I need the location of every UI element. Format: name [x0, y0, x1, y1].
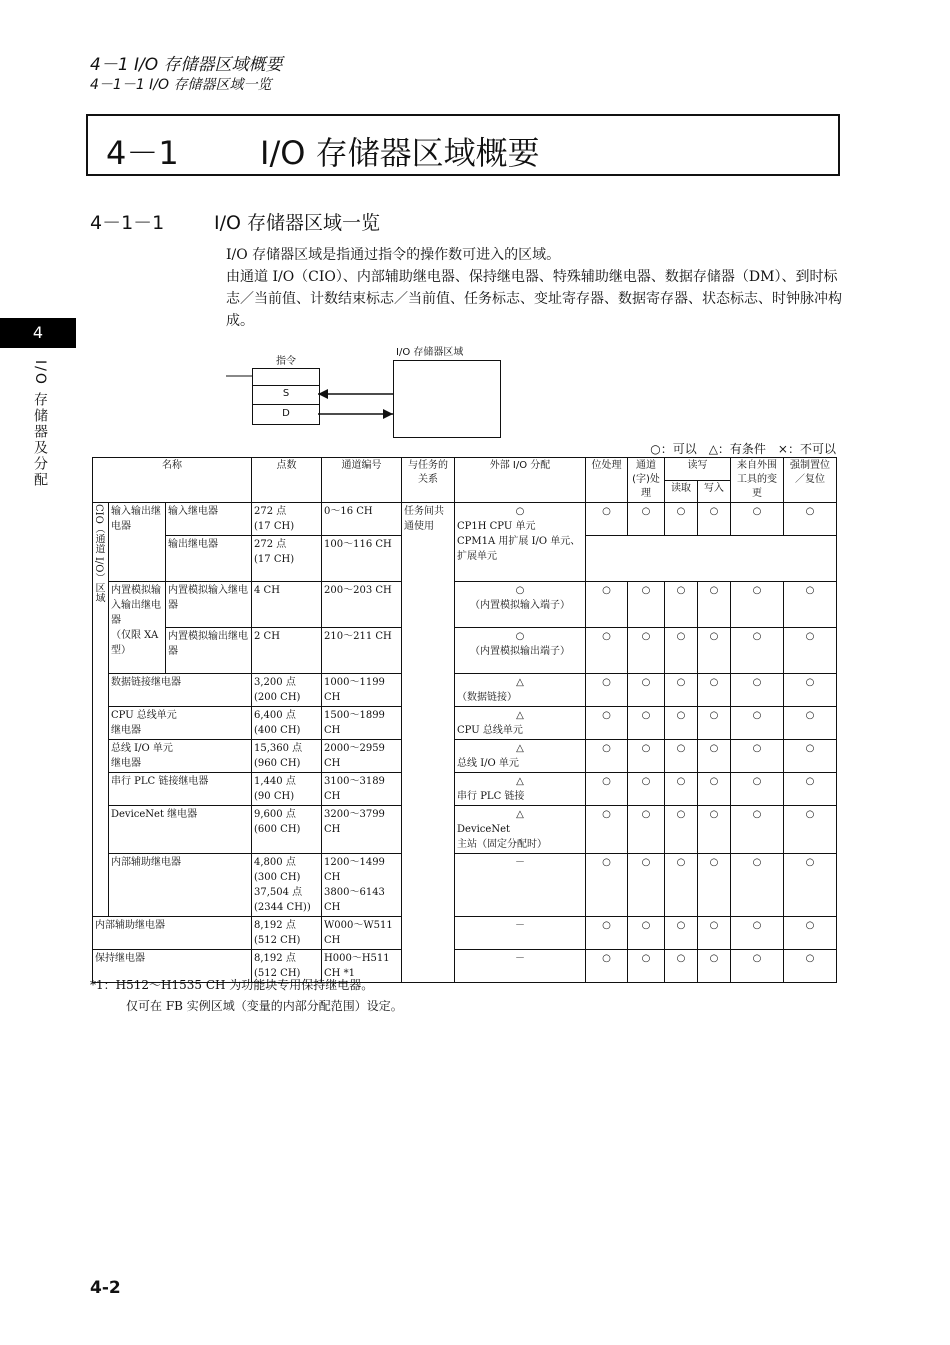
- cell-bit: ○: [586, 854, 628, 917]
- cell-tool: ○: [731, 503, 784, 536]
- row-points: 9,600 点 (600 CH): [252, 806, 322, 854]
- section-title: I/O 存储器区域一览: [214, 212, 380, 234]
- cell-bit: ○: [586, 503, 628, 536]
- row-name: 数据链接继电器: [109, 674, 252, 707]
- row-points: 3,200 点 (200 CH): [252, 674, 322, 707]
- row-channel: 3200～3799 CH: [322, 806, 402, 854]
- col-rw: 读写: [665, 458, 731, 481]
- memory-area-box: [393, 360, 501, 438]
- ext-mark: ○: [515, 506, 525, 517]
- row-name: 内部辅助继电器: [109, 854, 252, 917]
- symbol-legend: ○：可以 △：有条件 ×：不可以: [650, 442, 836, 456]
- cell-force: ○: [784, 582, 837, 628]
- row-channel: H000～H511 CH *1: [322, 950, 402, 983]
- cell-read: ○: [665, 773, 698, 806]
- cell-word: ○: [628, 806, 665, 854]
- cell-tool: ○: [731, 854, 784, 917]
- cell-bit: ○: [586, 582, 628, 628]
- cell-tool: ○: [731, 773, 784, 806]
- cell-force: ○: [784, 674, 837, 707]
- row-ext: －: [455, 854, 586, 917]
- row-points: 8,192 点 (512 CH): [252, 917, 322, 950]
- col-tool: 来自外围工具的变更: [731, 458, 784, 503]
- ext-text: 总线 I/O 单元: [457, 758, 519, 769]
- row-name: 输出继电器: [166, 536, 252, 582]
- row-points: 15,360 点 (960 CH): [252, 740, 322, 773]
- row-points: 272 点 (17 CH): [252, 536, 322, 582]
- ext-mark: △: [516, 677, 524, 688]
- cell-force: ○: [784, 773, 837, 806]
- chapter-title-box: [86, 114, 840, 176]
- row-channel: 0～16 CH: [322, 503, 402, 536]
- row-name: 内部辅助继电器: [93, 917, 252, 950]
- row-points: 1,440 点 (90 CH): [252, 773, 322, 806]
- row-points: 272 点 (17 CH): [252, 503, 322, 536]
- cell-force: ○: [784, 628, 837, 674]
- cell-tool: ○: [731, 707, 784, 740]
- row-name: 总线 I/O 单元 继电器: [109, 740, 252, 773]
- cell-write: ○: [698, 806, 731, 854]
- row-channel: 210～211 CH: [322, 628, 402, 674]
- row-points: 4,800 点 (300 CH) 37,504 点 (2344 CH)): [252, 854, 322, 917]
- task-shared: 任务间共通使用: [402, 503, 455, 983]
- cell-bit: ○: [586, 950, 628, 983]
- cell-bit: ○: [586, 707, 628, 740]
- cell-tool: ○: [731, 628, 784, 674]
- cell-tool: ○: [731, 917, 784, 950]
- intro-paragraph-1: I/O 存储器区域是指通过指令的操作数可进入的区域。: [226, 247, 561, 263]
- cell-word: ○: [628, 628, 665, 674]
- io-memory-table: [92, 457, 837, 983]
- cell-bit: ○: [586, 773, 628, 806]
- row-ext: [455, 740, 586, 773]
- cell-word: ○: [628, 674, 665, 707]
- cell-force: ○: [784, 503, 837, 536]
- cell-force: ○: [784, 917, 837, 950]
- cell-write: ○: [698, 503, 731, 536]
- cell-read: ○: [665, 582, 698, 628]
- ext-text: DeviceNet 主站（固定分配时）: [457, 824, 548, 850]
- cell-write: ○: [698, 740, 731, 773]
- chapter-tab: 4: [0, 318, 76, 348]
- cell-read: ○: [665, 503, 698, 536]
- chapter-title-number: 4－1: [106, 134, 179, 172]
- cell-tool: ○: [731, 950, 784, 983]
- footnote-line-2: 仅可在 FB 实例区域（变量的内部分配范围）设定。: [126, 999, 403, 1013]
- intro-paragraph-2: 由通道 I/O（CIO）、内部辅助继电器、保持继电器、特殊辅助继电器、数据存储器（DM）、到时标志／当前值、计数结束标志／当前值、任务标志、变址寄存器、数据寄存器、状态标志、时钟脉冲构成。: [226, 269, 842, 329]
- row-ext: [455, 503, 586, 582]
- table-row: [93, 628, 837, 674]
- row-channel: 1200～1499 CH 3800～6143 CH: [322, 854, 402, 917]
- footnote-line-1: *1：H512～H1535 CH 为功能块专用保持继电器。: [90, 978, 374, 992]
- row-name: 输入继电器: [166, 503, 252, 536]
- cell-word: ○: [628, 707, 665, 740]
- ext-mark: △: [516, 743, 524, 754]
- running-header-section: 4－1－1 I/O 存储器区域一览: [90, 77, 272, 93]
- ext-text: （内置模拟输入端子）: [470, 600, 571, 611]
- instruction-label: 指令: [276, 356, 296, 367]
- table-row: [93, 917, 837, 950]
- cell-bit: ○: [586, 917, 628, 950]
- cell-read: ○: [665, 950, 698, 983]
- col-bit: 位处理: [586, 458, 628, 503]
- ext-text: CPU 总线单元: [457, 725, 523, 736]
- cell-force: ○: [784, 854, 837, 917]
- row-channel: 1000～1199 CH: [322, 674, 402, 707]
- cell-write: ○: [698, 854, 731, 917]
- row-channel: 3100～3189 CH: [322, 773, 402, 806]
- chapter-side-label: I/O 存储器及分配: [32, 360, 48, 489]
- intro-text: [226, 244, 846, 332]
- row-subgroup: 内置模拟输入输出继电器 （仅限 XA 型）: [109, 582, 166, 674]
- table-row: [93, 674, 837, 707]
- row-ext: －: [455, 917, 586, 950]
- cell-force: ○: [784, 707, 837, 740]
- ext-text: （数据链接）: [457, 692, 518, 703]
- cell-read: ○: [665, 740, 698, 773]
- operand-diagram: [226, 340, 526, 440]
- table-row: [93, 707, 837, 740]
- row-ext: [455, 628, 586, 674]
- row-name: 保持继电器: [93, 950, 252, 983]
- cell-word: ○: [628, 854, 665, 917]
- row-channel: 2000～2959 CH: [322, 740, 402, 773]
- cell-word: ○: [628, 950, 665, 983]
- cell-bit: ○: [586, 674, 628, 707]
- cell-read: ○: [665, 707, 698, 740]
- running-header-chapter: 4－1 I/O 存储器区域概要: [90, 55, 283, 75]
- table-row: [93, 740, 837, 773]
- ext-mark: △: [516, 776, 524, 787]
- cell-bit: ○: [586, 740, 628, 773]
- col-word: 通道(字)处理: [628, 458, 665, 503]
- cell-word: ○: [628, 917, 665, 950]
- cell-tool: ○: [731, 740, 784, 773]
- col-ext: 外部 I/O 分配: [455, 458, 586, 503]
- cell-read: ○: [665, 674, 698, 707]
- row-points: 2 CH: [252, 628, 322, 674]
- row-points: 8,192 点 (512 CH): [252, 950, 322, 983]
- table-row: [93, 773, 837, 806]
- row-ext: [455, 582, 586, 628]
- row-ext: [455, 707, 586, 740]
- row-name: 内置模拟输出继电器: [166, 628, 252, 674]
- ext-line-2: CPM1A 用扩展 I/O 单元、扩展单元: [457, 536, 581, 562]
- row-name: DeviceNet 继电器: [109, 806, 252, 854]
- ext-text: （内置模拟输出端子）: [470, 646, 571, 657]
- row-channel: W000～W511 CH: [322, 917, 402, 950]
- cell-word: ○: [628, 503, 665, 536]
- cio-group-label: CIO（通道 I/O）区域: [93, 503, 109, 917]
- row-channel: 200～203 CH: [322, 582, 402, 628]
- ext-mark: △: [516, 710, 524, 721]
- col-force: 强制置位／复位: [784, 458, 837, 503]
- cell-bit: ○: [586, 806, 628, 854]
- cell-word: ○: [628, 773, 665, 806]
- cell-tool: ○: [731, 674, 784, 707]
- row-subgroup: 输入输出继电器: [109, 503, 166, 582]
- col-read: 读取: [665, 480, 698, 503]
- col-name: 名称: [93, 458, 252, 503]
- cell-write: ○: [698, 582, 731, 628]
- ext-line-1: CP1H CPU 单元: [457, 521, 536, 532]
- col-write: 写入: [698, 480, 731, 503]
- row-name: CPU 总线单元 继电器: [109, 707, 252, 740]
- table-header-row: [93, 458, 837, 481]
- operand-d: D: [252, 404, 320, 425]
- chapter-title-text: I/O 存储器区域概要: [260, 134, 540, 172]
- cell-word: ○: [628, 740, 665, 773]
- cell-tool: ○: [731, 582, 784, 628]
- cell-read: ○: [665, 806, 698, 854]
- row-name: 串行 PLC 链接继电器: [109, 773, 252, 806]
- row-points: 6,400 点 (400 CH): [252, 707, 322, 740]
- row-ext: [455, 806, 586, 854]
- operand-s: S: [252, 384, 320, 405]
- row-points: 4 CH: [252, 582, 322, 628]
- cell-read: ○: [665, 628, 698, 674]
- cell-word: ○: [628, 582, 665, 628]
- table-row: [93, 503, 837, 536]
- col-task: 与任务的关系: [402, 458, 455, 503]
- ext-text: 串行 PLC 链接: [457, 791, 525, 802]
- cell-write: ○: [698, 707, 731, 740]
- row-ext: [455, 773, 586, 806]
- ext-mark: ○: [515, 585, 525, 596]
- ext-mark: ○: [515, 631, 525, 642]
- cell-force: ○: [784, 950, 837, 983]
- cell-force: ○: [784, 806, 837, 854]
- cell-read: ○: [665, 854, 698, 917]
- row-blank-marks: [586, 536, 837, 582]
- cell-bit: ○: [586, 628, 628, 674]
- section-heading: [90, 208, 380, 235]
- cell-write: ○: [698, 628, 731, 674]
- section-number: 4－1－1: [90, 212, 165, 234]
- cell-write: ○: [698, 950, 731, 983]
- table-row: [93, 854, 837, 917]
- cell-write: ○: [698, 917, 731, 950]
- memory-area-label: I/O 存储器区域: [396, 347, 464, 358]
- table-row: [93, 582, 837, 628]
- cell-tool: ○: [731, 806, 784, 854]
- table-row: [93, 806, 837, 854]
- page-number: 4-2: [90, 1278, 121, 1298]
- cell-write: ○: [698, 773, 731, 806]
- row-channel: 100～116 CH: [322, 536, 402, 582]
- row-ext: [455, 674, 586, 707]
- footnote: [90, 975, 403, 1017]
- cell-force: ○: [784, 740, 837, 773]
- ext-mark: △: [516, 809, 524, 820]
- row-channel: 1500～1899 CH: [322, 707, 402, 740]
- row-ext: －: [455, 950, 586, 983]
- col-channel: 通道编号: [322, 458, 402, 503]
- cell-write: ○: [698, 674, 731, 707]
- col-points: 点数: [252, 458, 322, 503]
- row-name: 内置模拟输入继电器: [166, 582, 252, 628]
- cell-read: ○: [665, 917, 698, 950]
